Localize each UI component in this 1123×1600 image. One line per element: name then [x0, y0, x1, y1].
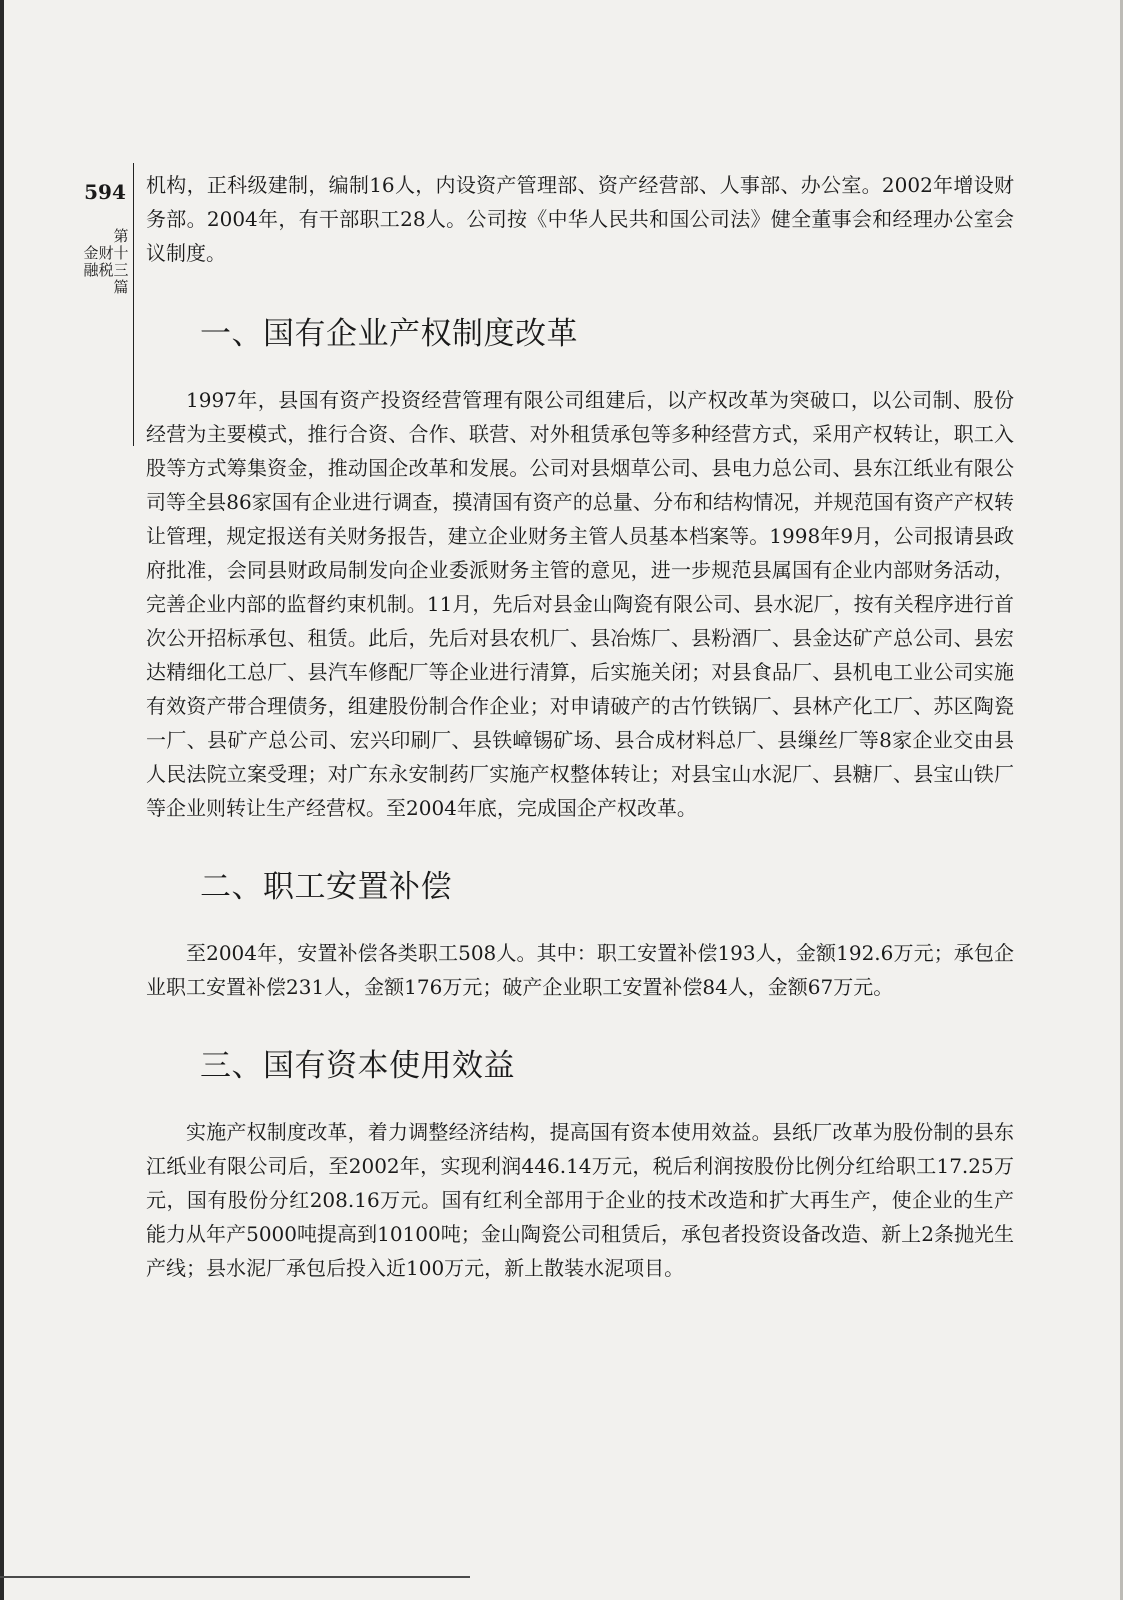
section-heading: 二、职工安置补偿 [200, 869, 452, 905]
page-margin [82, 180, 128, 296]
section-heading: 一、国有企业产权制度改革 [200, 316, 578, 352]
section-heading: 三、国有资本使用效益 [200, 1048, 515, 1084]
running-head [83, 228, 128, 296]
body-paragraph: 1997年，县国有资产投资经营管理有限公司组建后，以产权改革为突破口，以公司制、股份经营为主要模式，推行合资、合作、联营、对外租赁承包等多种经营方式，采用产权转让，职工入股等方式筹集资金，推动国企改革和发展。公司对县烟草公司、县电力总公司、县东江纸业有限公司等全县86家国有企业进行调查，摸清国有资产的总量、分布和结构情况，并规范国有资产产权转让管理，规定报送有关财务报告，建立企业财务主管人员基本档案等。1998年9月，公司报请县政府批准，会同县财政局制发向企业委派财务主管的意见，进一步规范县属国有企业内部财务活动，完善企业内部的监督约束机制。11月，先后对县金山陶瓷有限公司、县水泥厂，按有关程序进行首次公开招标承包、租赁。此后，先后对县农机厂、县冶炼厂、县粉酒厂、县金达矿产总公司、县宏达精细化工总厂、县汽车修配厂等企业进行清算，后实施关闭；对县食品厂、县机电工业公司实施有效资产带合理债务，组建股份制合作企业；对申请破产的古竹铁锅厂、县林产化工厂、苏区陶瓷一厂、县矿产总公司、宏兴印刷厂、县铁嶂锡矿场、县合成材料总厂、县缫丝厂等8家企业交由县人民法院立案受理；对广东永安制药厂实施产权整体转让；对县宝山水泥厂、县糖厂、县宝山铁厂等企业则转让生产经营权。至2004年底，完成国企产权改革。 [146, 388, 1014, 820]
margin-divider [133, 163, 134, 446]
intro-paragraph: 机构，正科级建制，编制16人，内设资产管理部、资产经营部、人事部、办公室。2002年增设财务部。2004年，有干部职工28人。公司按《中华人民共和国公司法》健全董事会和经理办公室会议制度。 [146, 173, 1014, 265]
page-number: 594 [84, 180, 126, 204]
running-head-part: 财税 [96, 245, 115, 279]
page-body [146, 168, 1014, 1285]
running-head-part: 第十三篇 [111, 228, 130, 296]
scan-bottom-line [0, 1576, 470, 1578]
scan-left-edge [0, 0, 4, 1600]
body-paragraph: 至2004年，安置补偿各类职工508人。其中：职工安置补偿193人，金额192.6万元；承包企业职工安置补偿231人，金额176万元；破产企业职工安置补偿84人，金额67万元。 [146, 941, 1014, 999]
running-head-part: 金融 [81, 245, 100, 279]
body-paragraph: 实施产权制度改革，着力调整经济结构，提高国有资本使用效益。县纸厂改革为股份制的县东江纸业有限公司后，至2002年，实现利润446.14万元，税后利润按股份比例分红给职工17.25万元，国有股份分红208.16万元。国有红利全部用于企业的技术改造和扩大再生产，使企业的生产能力从年产5000吨提高到10100吨；金山陶瓷公司租赁后，承包者投资设备改造、新上2条抛光生产线；县水泥厂承包后投入近100万元，新上散装水泥项目。 [146, 1120, 1014, 1280]
